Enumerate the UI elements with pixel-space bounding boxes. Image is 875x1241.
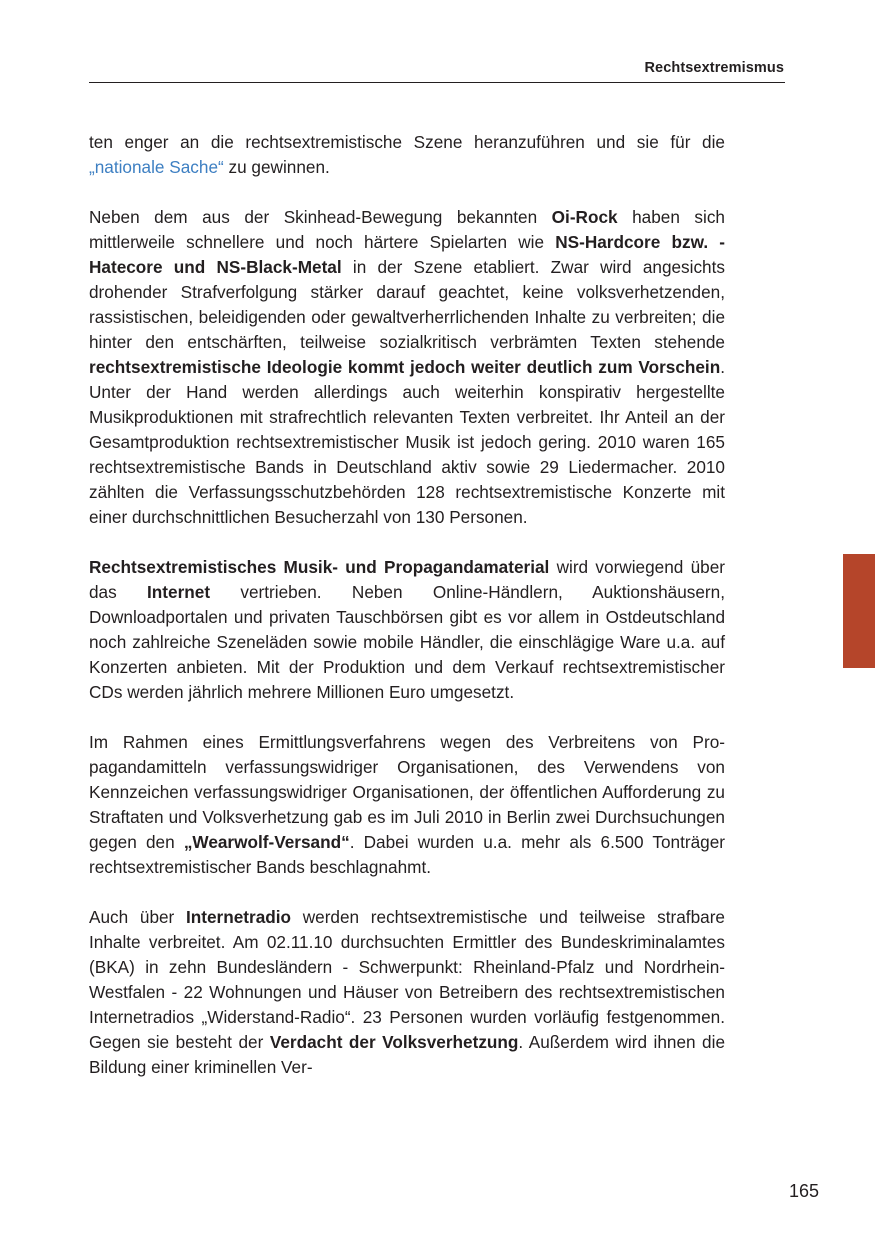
- paragraph-2: [89, 205, 725, 530]
- term-oi-rock: Oi-Rock: [551, 207, 618, 227]
- term-internetradio: Internetradio: [185, 907, 292, 927]
- chapter-side-tab: [843, 554, 875, 668]
- paragraph-4-text: Im Rahmen eines Ermittlungsverfahrens wegen des Verbreitens von Propagandamitteln verfassungswidriger Organisationen, des Verwendens von Kennzeichen verfassungswidriger Organisationen, der öffentlichen Aufforderung zu Straftaten und Volksverhetzung gab es im Juli 2010 in Berlin zwei Durchsuchungen gegen den: [89, 732, 725, 852]
- paragraph-3-text: wird vorwiegend über das: [89, 557, 726, 602]
- paragraph-1: [89, 130, 725, 180]
- paragraph-5-text: . Außerdem wird ihnen die Bildung einer kriminellen Ver-: [89, 1032, 725, 1077]
- paragraph-4-text: . Dabei wurden u.a. mehr als 6.500 Tonträger rechtsextremistischer Bands beschlagnahmt.: [89, 832, 725, 877]
- term-ideologie: rechtsextremistische Ideologie kommt jedoch weiter deutlich zum Vorschein: [89, 357, 721, 377]
- paragraph-2-text: in der Szene etabliert. Zwar wird angesichts drohender Strafverfolgung stärker darauf geachtet, keine volksverhetzenden, rassistischen, beleidigenden oder gewaltverherrlichenden Inhalte zu verbreiten; die hinter den entschärften, teilweise sozialkritisch verbrämten Texten stehende: [89, 257, 725, 352]
- paragraph-2-text: Neben dem aus der Skinhead-Bewegung bekannten: [89, 207, 552, 227]
- paragraph-3-text: vertrieben. Neben Online-Händlern, Auktionshäusern, Downloadportalen und privaten Tauschbörsen gibt es vor allem in Ostdeutschland noch zahlreiche Szeneläden sowie mobile Händler, die einschlägige Ware u.a. auf Konzerten anbieten. Mit der Produktion und dem Verkauf rechtsextremistischer CDs werden jährlich mehrere Millionen Euro umgesetzt.: [89, 582, 725, 702]
- paragraph-1-text: ten enger an die rechtsextremistische Szene heranzuführen und sie für die: [89, 132, 725, 152]
- paragraph-2-text: haben sich mittlerweile schnellere und noch härtere Spielarten wie: [89, 207, 725, 252]
- term-ns-hardcore: NS-Hardcore bzw. -Hatecore und NS-Black-Metal: [89, 232, 726, 277]
- paragraph-1-text-end: zu gewinnen.: [223, 157, 330, 177]
- paragraph-4: [89, 730, 725, 880]
- paragraph-5: [89, 905, 725, 1080]
- paragraph-5-text: Auch über: [89, 907, 186, 927]
- paragraph-5-text: werden rechtsextremistische und teilweise strafbare Inhalte verbreitet. Am 02.11.10 durchsuchten Ermittler des Bundeskriminalamtes (BKA) in zehn Bundesländern - Schwerpunkt: Rheinland-Pfalz und Nordrhein-Westfalen - 22 Wohnungen und Häuser von Betreibern des rechtsextremistischen Internetradios „Widerstand-Radio“. 23 Personen wurden vorläufig festgenommen. Gegen sie besteht der: [89, 907, 725, 1052]
- paragraph-3: [89, 555, 725, 705]
- term-internet: Internet: [147, 582, 211, 602]
- running-header-title: Rechtsextremismus: [644, 60, 784, 76]
- term-volksverhetzung: Verdacht der Volksverhetzung: [269, 1032, 519, 1052]
- term-propagandamaterial: Rechtsextremistisches Musik- und Propagandamaterial: [89, 557, 550, 577]
- body-text: [89, 130, 725, 1080]
- page-number: 165: [788, 1181, 819, 1201]
- nationale-sache-link[interactable]: „nationale Sache“: [89, 157, 224, 177]
- paragraph-2-text: . Unter der Hand werden allerdings auch weiterhin konspirativ hergestellte Musikproduktionen mit strafrechtlich relevanten Texten verbreitet. Ihr Anteil an der Gesamtproduktion rechtsextremistischer Musik ist jedoch gering. 2010 waren 165 rechtsextremistische Bands in Deutschland aktiv sowie 29 Liedermacher. 2010 zählten die Verfassungsschutzbehörden 128 rechtsextremistische Konzerte mit einer durchschnittlichen Besucherzahl von 130 Personen.: [89, 357, 725, 527]
- term-wearwolf-versand: „Wearwolf-Versand“: [183, 832, 350, 852]
- header-divider: [89, 82, 785, 83]
